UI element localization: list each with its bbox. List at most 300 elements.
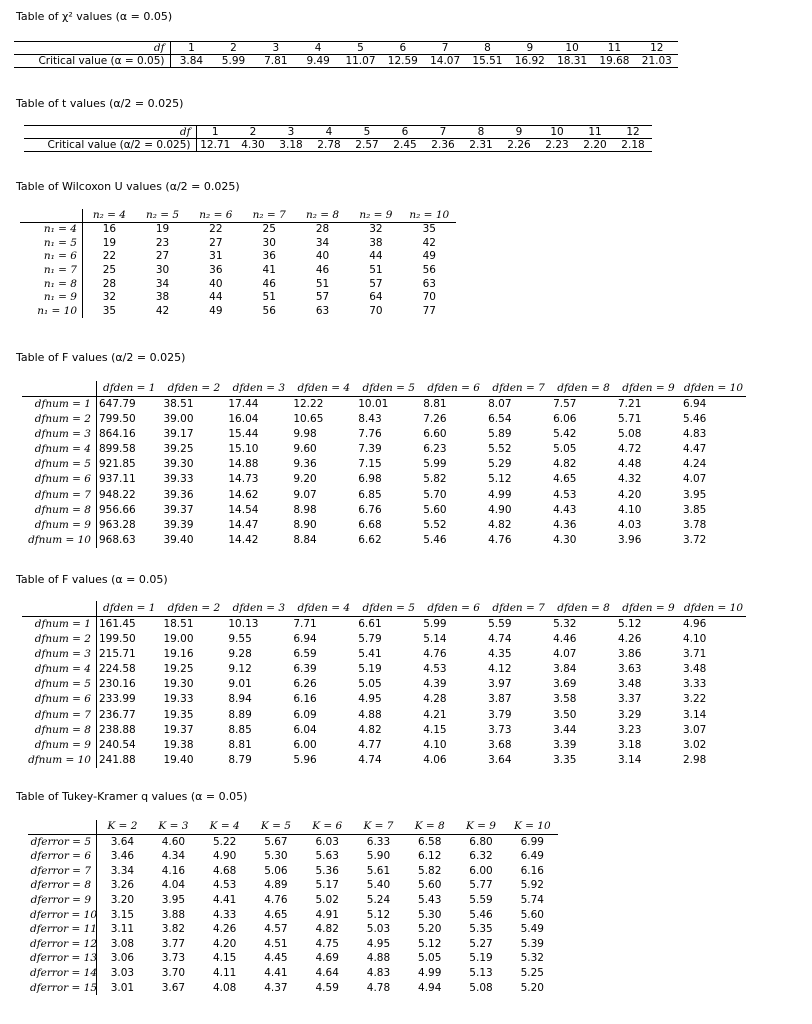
- tukey-cell: 5.74: [520, 894, 544, 907]
- f05-cell: 3.68: [488, 739, 512, 752]
- f05-cell: 3.14: [682, 708, 707, 721]
- f05-cell: 4.06: [423, 754, 447, 767]
- f025-cell: 9.07: [293, 488, 317, 501]
- chi2-table: [14, 41, 678, 68]
- tukey-cell: 4.45: [264, 952, 288, 965]
- tukey-cell: 5.40: [366, 879, 391, 892]
- f05-cell: 19.37: [163, 723, 194, 736]
- f05-cell: 6.61: [358, 617, 382, 630]
- f05-cell: 3.63: [618, 663, 642, 676]
- f025-column-header: dfden = 3: [226, 381, 291, 396]
- tukey-cell: 4.59: [315, 981, 339, 994]
- f05-cell: 3.07: [682, 723, 707, 736]
- f05-column-header: dfden = 4: [291, 601, 356, 616]
- f05-cell: 6.26: [293, 678, 317, 691]
- f05-cell: 4.77: [358, 739, 382, 752]
- tukey-row-label: dferror = 10: [30, 908, 98, 921]
- f05-cell: 6.94: [293, 632, 317, 645]
- tukey-corner: [28, 820, 97, 835]
- chi2-df-row: [14, 42, 678, 55]
- f05-cell: 4.76: [423, 647, 447, 660]
- f025-cell: 4.47: [682, 443, 707, 456]
- f05-cell: 5.79: [358, 632, 382, 645]
- wilcoxon-cell: 30: [155, 263, 170, 276]
- tukey-cell: 3.73: [161, 952, 186, 965]
- f05-cell: 233.99: [99, 693, 136, 706]
- f025-cell: 5.46: [682, 412, 707, 425]
- tukey-cell: 5.59: [469, 894, 493, 907]
- f025-cell: 5.52: [488, 443, 512, 456]
- f05-cell: 4.15: [423, 723, 447, 736]
- wilcoxon-cell: 41: [262, 263, 276, 276]
- wilcoxon-cell: 57: [315, 291, 330, 304]
- f025-cell: 7.15: [358, 458, 382, 471]
- tukey-cell: 5.92: [520, 879, 544, 892]
- t-df-cell: 9: [500, 126, 538, 139]
- f025-cell: 5.71: [618, 412, 642, 425]
- f025-cell: 5.99: [423, 458, 447, 471]
- t-value-cell: 3.18: [279, 138, 303, 151]
- chi2-df-cell: 4: [297, 42, 339, 55]
- wilcoxon-cell: 34: [315, 236, 330, 249]
- wilcoxon-row: [20, 277, 456, 291]
- f025-cell: 4.65: [553, 473, 577, 486]
- wilcoxon-cell: 44: [369, 250, 383, 263]
- f05-cell: 8.81: [228, 739, 252, 752]
- f025-column-header: dfden = 2: [161, 381, 226, 396]
- wilcoxon-cell: 34: [155, 277, 170, 290]
- tukey-row-label: dferror = 8: [28, 878, 97, 893]
- f05-column-header: dfden = 5: [356, 601, 421, 616]
- f025-cell: 8.81: [423, 397, 447, 410]
- tukey-cell: 5.46: [469, 908, 493, 921]
- wilcoxon-row-label: n₁ = 10: [20, 304, 83, 318]
- f025-cell: 5.82: [423, 473, 447, 486]
- f05-cell: 10.13: [228, 617, 259, 630]
- f025-corner: [22, 381, 97, 396]
- tukey-row: [28, 864, 558, 879]
- f025-cell: 39.40: [163, 534, 194, 547]
- tukey-row: [28, 937, 558, 952]
- f025-cell: 9.20: [293, 473, 317, 486]
- f05-cell: 5.96: [293, 754, 317, 767]
- tukey-cell: 4.78: [366, 981, 391, 994]
- chi2-value-row: [14, 55, 678, 68]
- f05-cell: 9.01: [228, 678, 252, 691]
- f025-cell: 4.82: [553, 458, 577, 471]
- tukey-cell: 4.90: [212, 850, 237, 863]
- f025-cell: 14.62: [228, 488, 259, 501]
- t-row-label: Critical value (α/2 = 0.025): [24, 139, 196, 152]
- tukey-cell: 5.61: [366, 864, 391, 877]
- tukey-column-header: K = 10: [507, 820, 558, 835]
- f05-row: [22, 753, 746, 768]
- t-value-cell: 2.26: [507, 138, 531, 151]
- wilcoxon-row: [20, 304, 456, 318]
- tukey-column-header: K = 7: [353, 820, 404, 835]
- wilcoxon-cell: 22: [102, 250, 117, 263]
- t-value-cell: 4.30: [241, 138, 265, 151]
- chi2-df-cell: 3: [255, 42, 297, 55]
- wilcoxon-row: [20, 236, 456, 250]
- tukey-cell: 4.94: [418, 981, 442, 994]
- f025-row-label: dfnum = 3: [22, 427, 97, 442]
- tukey-title: Table of Tukey-Kramer q values (α = 0.05): [16, 790, 248, 803]
- wilcoxon-cell: 56: [262, 304, 276, 317]
- f05-row: [22, 692, 746, 707]
- f05-column-header: dfden = 2: [161, 601, 226, 616]
- f025-table: [22, 381, 746, 548]
- f025-row: [22, 533, 746, 548]
- t-df-cell: 5: [348, 126, 386, 139]
- f05-cell: 6.59: [293, 647, 317, 660]
- chi2-df-cell: 11: [593, 42, 635, 55]
- f025-cell: 12.22: [293, 397, 324, 410]
- f025-row-label: dfnum = 1: [22, 396, 97, 411]
- tukey-cell: 5.17: [315, 879, 339, 892]
- wilcoxon-cell: 40: [209, 277, 223, 290]
- f05-cell: 4.07: [553, 647, 577, 660]
- f025-row-label: dfnum = 5: [22, 457, 97, 472]
- tukey-cell: 5.35: [469, 923, 493, 936]
- t-value-cell: 2.45: [393, 138, 417, 151]
- f025-cell: 899.58: [99, 443, 136, 456]
- f025-row: [22, 396, 746, 411]
- t-table: [24, 125, 652, 152]
- f05-cell: 240.54: [99, 739, 136, 752]
- chi2-value-cell: 19.68: [599, 54, 630, 67]
- tukey-cell: 4.33: [212, 908, 237, 921]
- wilcoxon-row: [20, 250, 456, 264]
- wilcoxon-cell: 40: [315, 250, 330, 263]
- f05-cell: 6.04: [293, 723, 317, 736]
- tukey-row-label: dferror = 13: [30, 952, 98, 965]
- f025-column-header: dfden = 1: [97, 381, 162, 396]
- f025-cell: 956.66: [99, 503, 136, 516]
- f05-cell: 3.86: [618, 647, 642, 660]
- f05-cell: 4.12: [488, 663, 512, 676]
- f05-cell: 2.98: [682, 754, 707, 767]
- wilcoxon-cell: 63: [315, 304, 330, 317]
- f025-column-header: dfden = 5: [356, 381, 421, 396]
- f05-column-header: dfden = 3: [226, 601, 291, 616]
- f05-cell: 3.97: [488, 678, 512, 691]
- f05-cell: 3.50: [553, 708, 577, 721]
- f025-row: [22, 442, 746, 457]
- wilcoxon-cell: 25: [262, 223, 276, 236]
- tukey-cell: 5.77: [469, 879, 493, 892]
- tukey-row: [28, 849, 558, 864]
- f025-cell: 921.85: [99, 458, 136, 471]
- f025-cell: 17.44: [228, 397, 259, 410]
- f05-cell: 3.48: [618, 678, 642, 691]
- chi2-value-cell: 3.84: [179, 54, 204, 67]
- f05-row-label: dfnum = 4: [22, 662, 97, 677]
- t-value-cell: 2.57: [355, 138, 379, 151]
- wilcoxon-column-header: n₂ = 10: [403, 209, 456, 223]
- tukey-cell: 5.27: [469, 937, 493, 950]
- tukey-cell: 4.41: [264, 966, 288, 979]
- t-df-cell: 7: [424, 126, 462, 139]
- chi2-df-cell: 5: [339, 42, 381, 55]
- f025-cell: 6.62: [358, 534, 382, 547]
- f025-cell: 9.98: [293, 427, 317, 440]
- f05-cell: 4.74: [358, 754, 382, 767]
- f05-cell: 8.85: [228, 723, 252, 736]
- f05-cell: 3.35: [553, 754, 577, 767]
- f025-cell: 15.10: [228, 443, 259, 456]
- f025-cell: 39.36: [163, 488, 194, 501]
- f025-cell: 9.36: [293, 458, 317, 471]
- f05-cell: 3.71: [682, 647, 707, 660]
- tukey-cell: 6.12: [418, 850, 442, 863]
- chi2-value-cell: 11.07: [345, 54, 376, 67]
- tukey-cell: 3.77: [161, 937, 186, 950]
- t-value-cell: 12.71: [200, 138, 231, 151]
- f05-row-label: dfnum = 2: [22, 631, 97, 646]
- chi2-df-cell: 9: [509, 42, 551, 55]
- f025-cell: 5.70: [423, 488, 447, 501]
- f025-cell: 8.84: [293, 534, 317, 547]
- f05-cell: 4.10: [423, 739, 447, 752]
- tukey-cell: 3.70: [161, 966, 186, 979]
- f05-row-label: dfnum = 1: [22, 616, 97, 631]
- f025-cell: 4.76: [488, 534, 512, 547]
- wilcoxon-column-header: n₂ = 8: [296, 209, 349, 223]
- wilcoxon-cell: 28: [315, 223, 330, 236]
- f05-cell: 8.89: [228, 708, 252, 721]
- f05-cell: 9.12: [228, 663, 252, 676]
- tukey-cell: 4.20: [212, 937, 237, 950]
- f025-cell: 3.78: [682, 519, 707, 532]
- tukey-cell: 4.68: [212, 864, 237, 877]
- f025-row: [22, 411, 746, 426]
- tukey-table: [28, 820, 558, 995]
- chi2-df-cell: 7: [424, 42, 466, 55]
- wilcoxon-cell: 23: [155, 236, 170, 249]
- tukey-row: [28, 878, 558, 893]
- f05-row-label: dfnum = 3: [22, 647, 97, 662]
- f025-cell: 4.07: [682, 473, 707, 486]
- chi2-value-cell: 14.07: [430, 54, 461, 67]
- f05-row-label: dfnum = 5: [22, 677, 97, 692]
- tukey-cell: 5.36: [315, 864, 339, 877]
- t-df-cell: 1: [196, 126, 234, 139]
- tukey-cell: 3.88: [161, 908, 186, 921]
- f05-row-label: dfnum = 6: [22, 692, 97, 707]
- wilcoxon-row: [20, 263, 456, 277]
- f025-cell: 864.16: [99, 427, 136, 440]
- f025-cell: 9.60: [293, 443, 317, 456]
- tukey-row: [28, 966, 558, 981]
- tukey-cell: 4.57: [264, 923, 288, 936]
- tukey-cell: 6.99: [520, 835, 544, 848]
- f05-row-label: dfnum = 9: [22, 738, 97, 753]
- chi2-df-cell: 8: [466, 42, 508, 55]
- tukey-cell: 4.11: [212, 966, 237, 979]
- f025-cell: 963.28: [99, 519, 136, 532]
- tukey-cell: 5.30: [418, 908, 442, 921]
- f025-row-label: dfnum = 4: [22, 442, 97, 457]
- f05-cell: 19.16: [163, 647, 194, 660]
- f025-cell: 6.68: [358, 519, 382, 532]
- tukey-cell: 6.32: [469, 850, 493, 863]
- f025-cell: 14.47: [228, 519, 259, 532]
- tukey-row: [28, 922, 558, 937]
- tukey-cell: 4.88: [366, 952, 391, 965]
- f05-cell: 19.25: [163, 663, 194, 676]
- f05-cell: 3.44: [553, 723, 577, 736]
- wilcoxon-cell: 51: [369, 263, 383, 276]
- tukey-cell: 4.83: [366, 966, 391, 979]
- f05-cell: 4.96: [682, 617, 707, 630]
- tukey-cell: 6.80: [469, 835, 493, 848]
- chi2-title: Table of χ² values (α = 0.05): [16, 10, 173, 23]
- tukey-column-header: K = 4: [199, 820, 250, 835]
- tukey-cell: 6.00: [469, 864, 493, 877]
- f05-corner: [22, 601, 97, 616]
- wilcoxon-cell: 44: [209, 291, 223, 304]
- f025-cell: 15.44: [228, 427, 259, 440]
- tukey-cell: 4.34: [161, 850, 186, 863]
- wilcoxon-cell: 46: [315, 263, 330, 276]
- f025-column-header: dfden = 4: [291, 381, 356, 396]
- f025-cell: 4.53: [553, 488, 577, 501]
- f025-cell: 4.82: [488, 519, 512, 532]
- wilcoxon-cell: 64: [369, 291, 383, 304]
- tukey-row: [28, 908, 558, 923]
- f025-cell: 4.48: [618, 458, 642, 471]
- tukey-header-row: [28, 820, 558, 835]
- wilcoxon-cell: 36: [209, 263, 223, 276]
- f05-column-header: dfden = 10: [681, 601, 746, 616]
- f05-cell: 3.58: [553, 693, 577, 706]
- f025-cell: 7.21: [618, 397, 642, 410]
- tukey-cell: 3.15: [110, 908, 135, 921]
- tukey-cell: 3.82: [161, 923, 186, 936]
- f05-cell: 8.94: [228, 693, 252, 706]
- wilcoxon-cell: 25: [102, 263, 117, 276]
- f05-row: [22, 647, 746, 662]
- f05-cell: 4.88: [358, 708, 382, 721]
- tukey-cell: 5.32: [520, 952, 544, 965]
- chi2-value-cell: 7.81: [264, 54, 288, 67]
- f025-row: [22, 487, 746, 502]
- wilcoxon-cell: 49: [209, 304, 223, 317]
- t-value-row: [24, 139, 652, 152]
- tukey-cell: 4.75: [315, 937, 339, 950]
- f05-cell: 4.28: [423, 693, 447, 706]
- wilcoxon-cell: 35: [102, 304, 117, 317]
- f05-cell: 241.88: [99, 754, 136, 767]
- tukey-row-label: dferror = 6: [28, 849, 97, 864]
- f05-row: [22, 616, 746, 631]
- tukey-cell: 5.60: [418, 879, 442, 892]
- f025-cell: 4.20: [618, 488, 642, 501]
- f05-cell: 236.77: [99, 708, 136, 721]
- f025-cell: 10.01: [358, 397, 389, 410]
- f025-cell: 7.39: [358, 443, 382, 456]
- tukey-cell: 5.22: [212, 835, 237, 848]
- wilcoxon-cell: 49: [422, 250, 436, 263]
- tukey-cell: 5.82: [418, 864, 442, 877]
- wilcoxon-cell: 70: [422, 291, 436, 304]
- tukey-cell: 4.16: [161, 864, 186, 877]
- f05-cell: 5.32: [553, 617, 577, 630]
- f025-row-label: dfnum = 10: [22, 533, 97, 548]
- f05-cell: 161.45: [99, 617, 136, 630]
- tukey-cell: 5.20: [418, 923, 442, 936]
- f025-row: [22, 457, 746, 472]
- wilcoxon-column-header: n₂ = 4: [83, 209, 136, 223]
- f025-cell: 799.50: [99, 412, 136, 425]
- f025-cell: 39.37: [163, 503, 194, 516]
- f05-cell: 5.99: [423, 617, 447, 630]
- f025-cell: 6.98: [358, 473, 382, 486]
- f05-row-label: dfnum = 10: [22, 753, 97, 768]
- f05-cell: 4.26: [618, 632, 642, 645]
- tukey-cell: 3.03: [110, 966, 135, 979]
- wilcoxon-row: [20, 291, 456, 305]
- tukey-cell: 4.89: [264, 879, 288, 892]
- f025-column-header: dfden = 10: [681, 381, 746, 396]
- f05-row-label: dfnum = 7: [22, 707, 97, 722]
- tukey-cell: 3.67: [161, 981, 186, 994]
- f025-cell: 5.29: [488, 458, 512, 471]
- f025-cell: 5.08: [618, 427, 642, 440]
- tukey-column-header: K = 8: [404, 820, 455, 835]
- f025-cell: 4.99: [488, 488, 512, 501]
- f025-cell: 3.72: [682, 534, 707, 547]
- tukey-cell: 5.12: [366, 908, 391, 921]
- t-title: Table of t values (α/2 = 0.025): [16, 97, 184, 110]
- f025-column-header: dfden = 8: [551, 381, 616, 396]
- wilcoxon-cell: 57: [369, 277, 383, 290]
- tukey-row-label: dferror = 11: [30, 923, 98, 936]
- f025-row-label: dfnum = 6: [22, 472, 97, 487]
- f05-cell: 3.02: [682, 739, 707, 752]
- f025-cell: 6.54: [488, 412, 512, 425]
- f05-cell: 19.00: [163, 632, 194, 645]
- tukey-cell: 4.04: [161, 879, 186, 892]
- tukey-cell: 4.64: [315, 966, 339, 979]
- wilcoxon-cell: 30: [262, 236, 276, 249]
- f025-cell: 4.32: [618, 473, 642, 486]
- f025-header-row: [22, 381, 746, 396]
- tukey-cell: 6.58: [418, 835, 442, 848]
- t-df-row: [24, 126, 652, 139]
- tukey-cell: 6.03: [315, 835, 339, 848]
- tukey-cell: 5.13: [469, 966, 493, 979]
- f025-cell: 14.73: [228, 473, 259, 486]
- f05-cell: 4.39: [423, 678, 447, 691]
- f05-cell: 3.64: [488, 754, 512, 767]
- f025-cell: 968.63: [99, 534, 136, 547]
- tukey-cell: 4.76: [264, 894, 288, 907]
- tukey-cell: 3.46: [110, 850, 135, 863]
- f05-cell: 4.74: [488, 632, 512, 645]
- f05-cell: 3.87: [488, 693, 512, 706]
- chi2-df-cell: 10: [551, 42, 593, 55]
- tukey-cell: 5.39: [520, 937, 544, 950]
- wilcoxon-title: Table of Wilcoxon U values (α/2 = 0.025): [16, 180, 240, 193]
- wilcoxon-cell: 31: [209, 250, 223, 263]
- f025-cell: 6.06: [553, 412, 577, 425]
- f05-row: [22, 707, 746, 722]
- tukey-cell: 3.95: [161, 894, 186, 907]
- f025-row: [22, 518, 746, 533]
- tukey-cell: 5.05: [418, 952, 442, 965]
